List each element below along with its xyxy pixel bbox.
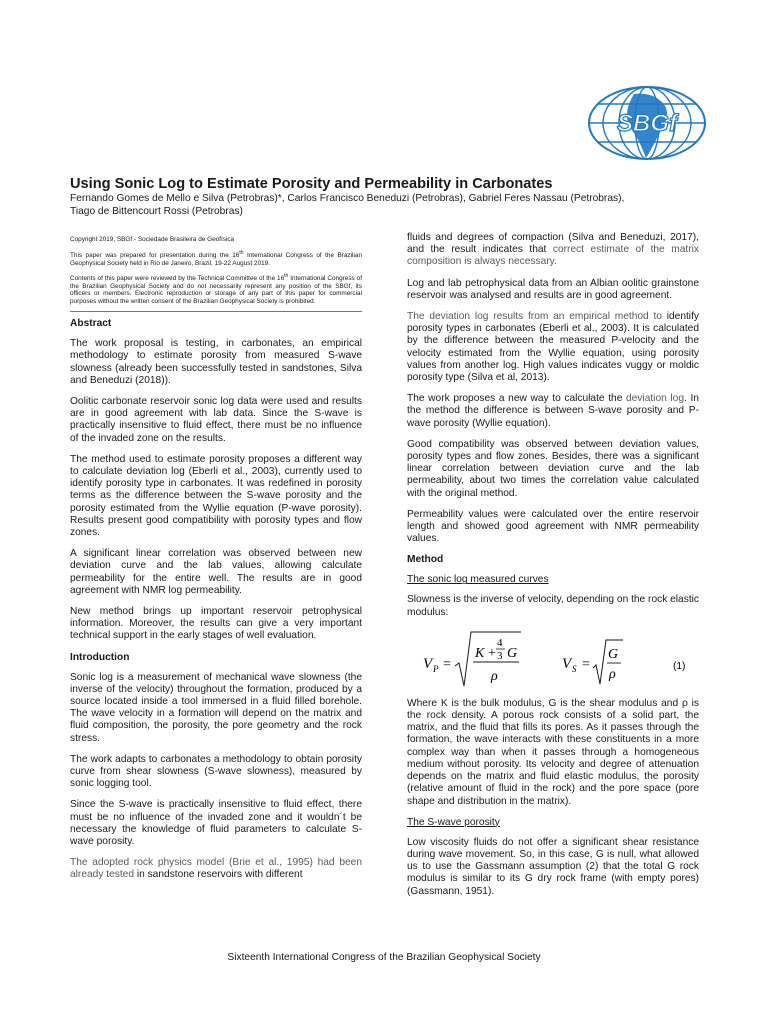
eq-g2: G <box>608 646 619 662</box>
right-p3-a: The deviation log results from an empirical method to <box>407 311 667 323</box>
globe-logo-icon <box>586 84 708 162</box>
preparation-note <box>70 250 362 267</box>
eq-vp-sub: P <box>433 663 439 674</box>
right-p4-c: . In the method the difference is between S-wave porosity and P-wave porosity (Wyllie equation). <box>407 393 699 429</box>
rev-text-a: Contents of this paper were reviewed by the Technical Committee of the 16 <box>70 275 285 283</box>
logo-text: SBGf <box>617 110 677 137</box>
abstract-p3: The method used to estimate porosity proposes a different way to calculate deviation log (Eberli et al., 2003), currently used to identify porosity type in carbonates. It was redefined in porosity terms as the difference between the S-wave porosity and the porosity estimated from the Wyllie equation (P-wave porosity). Results present good compatibility with porosity types and flow zones. <box>70 453 362 538</box>
right-p3 <box>407 311 699 384</box>
copyright-line: Copyright 2019, SBGf - Sociedade Brasileira de Geofísica <box>70 236 235 243</box>
right-p1-a: fluids and degrees of compaction (Silva and Beneduzi, 2017), and the result indicates that <box>407 232 699 256</box>
right-p1-b: correct estimate of the matrix composition is always necessary. <box>407 244 699 268</box>
eq-plus: + <box>488 645 496 661</box>
right-p1 <box>407 232 699 269</box>
sbgf-logo <box>586 84 708 162</box>
subheading-sonic-curves: The sonic log measured curves <box>407 574 549 586</box>
abstract-p4: A significant linear correlation was observed between new deviation curve and the lab values, allowing calculate permeability for the entire well. The results are in good agreement with NMR log permeability. <box>70 548 362 596</box>
intro-p2: The work adapts to carbonates a methodology to obtain porosity curve from shear slowness (S-wave slowness), measured by sonic logging tool. <box>70 753 362 790</box>
eq-four: 4 <box>497 636 503 649</box>
right-column <box>407 232 699 907</box>
left-column <box>70 236 362 891</box>
abstract-p5: New method brings up important reservoir petrophysical information. Moreover, the results can give a very important technical support in the early stages of well evaluation. <box>70 605 362 642</box>
eq-vs: V <box>562 655 572 672</box>
right-p7: Slowness is the inverse of velocity, depending on the rock elastic modulus: <box>407 594 700 618</box>
abstract-p2: Oolitic carbonate reservoir sonic log data were used and results are in good agreement with lab data. Since the S-wave is practically insensitive to fluid effect, there must be no influence of the invaded zone on the results. <box>70 395 362 444</box>
eq-three: 3 <box>497 649 503 662</box>
equation-1 <box>407 628 699 690</box>
eq-vp: V <box>423 655 433 672</box>
right-p3-b: identify porosity types in carbonates (Eberli et al., 2003). It is calculated by the difference between the measured P-velocity and the velocity estimated from the Wyllie equation, using porosity values from another log. High values indicates vuggy or moldic porosity type (Silva et al, 2013). <box>407 311 699 384</box>
eq-vs-sub: S <box>572 663 577 674</box>
rev-text-b: International Congress of the Brazilian Geophysical Society and do not necessarily represent any position of the SBGf, its officers or members. Electronic reproduction or storage of any part of this paper for commercial purposes without the written consent of the Brazilian Geophysical Society is prohibited. <box>70 275 362 305</box>
right-p4-b: deviation log <box>626 393 685 405</box>
right-p8: Where K is the bulk modulus, G is the shear modulus and ρ is the rock density. A porous rock consists of a solid part, the matrix, and the fluid that fills its pores. As it passes through the formation, the wave interacts with these constituents in a more complex way than when it passes through a homogeneous medium without porosity. Its velocity and degree of attenuation depends on the matrix and fluid elastic modulus, the porosity (relative amount of fluid in the rock) and the pore space (pore shape and distribution in the matrix). <box>407 697 699 807</box>
rev-sup: th <box>284 273 289 280</box>
author-list <box>70 192 710 218</box>
divider <box>70 311 362 312</box>
prep-text-b: International Congress of the Brazilian Geophysical Society held in Rio de Janeiro, Brazil, 19-22 August 2019. <box>70 252 362 267</box>
page-footer: Sixteenth International Congress of the Brazilian Geophysical Society <box>227 952 541 963</box>
introduction-heading: Introduction <box>70 651 130 663</box>
eq-number: (1) <box>673 660 686 672</box>
intro-p3: Since the S-wave is practically insensitive to fluid effect, there must be no influence of the invaded zone and it wouldn´t be necessary the knowledge of fluid parameters to calculate S-wave porosity. <box>70 799 362 847</box>
intro-p1: Sonic log is a measurement of mechanical wave slowness (the inverse of the velocity) throughout the formation, produced by a source located inside a tool immersed in a fluid filled borehole. The wave velocity in a formation will depend on the matrix and fluid composition, the porosity, the pore geometry and the rock stress. <box>70 671 362 744</box>
author-line-2: Tiago de Bittencourt Rossi (Petrobras) <box>70 206 243 218</box>
right-p4-a: The work proposes a new way to calculate the <box>407 393 626 405</box>
equation-graphic <box>407 628 699 690</box>
abstract-p1: The work proposal is testing, in carbonates, an empirical methodology to estimate porosity from measured S-wave slowness (already been successfully tested in sandstones, Silva and Beneduzi (2018)). <box>70 338 362 386</box>
eq-equals-1: = <box>443 656 451 672</box>
method-heading: Method <box>407 554 444 566</box>
prep-text-a: This paper was prepared for presentation during the 16 <box>70 252 240 260</box>
right-p4 <box>407 393 699 430</box>
subheading-swave-porosity: The S-wave porosity <box>407 816 500 828</box>
intro-p4-b: in sandstone reservoirs with different <box>136 869 303 881</box>
right-p5: Good compatibility was observed between deviation values, porosity types and flow zones. Besides, there was a significant linear correlation between deviation curve and the lab permeability, about two times the correlation value calculated with the original method. <box>407 438 699 499</box>
review-note <box>70 273 362 305</box>
eq-rho: ρ <box>491 668 498 684</box>
author-line-1: Fernando Gomes de Mello e Silva (Petrobras)*, Carlos Francisco Beneduzi (Petrobras), Gabriel Feres Nassau (Petrobras), <box>70 193 625 204</box>
right-p2: Log and lab petrophysical data from an Albian oolitic grainstone reservoir was analysed and results are in good agreement. <box>407 277 699 301</box>
eq-k: K <box>475 645 485 661</box>
eq-rho2: ρ <box>609 666 616 682</box>
intro-p4 <box>70 857 362 881</box>
prep-sup: th <box>239 250 244 257</box>
eq-equals-2: = <box>582 656 590 672</box>
right-p6: Permeability values were calculated over the entire reservoir length and showed good agreement with NMR permeability values. <box>407 508 699 545</box>
abstract-heading: Abstract <box>70 318 112 330</box>
eq-g: G <box>507 645 518 661</box>
intro-p4-a: The adopted rock physics model (Brie et al., 1995) had been already tested <box>70 857 362 881</box>
paper-title: Using Sonic Log to Estimate Porosity and Permeability in Carbonates <box>70 176 553 192</box>
right-p9: Low viscosity fluids do not offer a significant shear resistance during wave movement. So, in this case, G is null, what allowed us to use the Gassmann assumption (2) that the total G rock modulus is similar to its G dry rock frame (with empty pores) (Gassmann, 1951). <box>407 836 699 897</box>
